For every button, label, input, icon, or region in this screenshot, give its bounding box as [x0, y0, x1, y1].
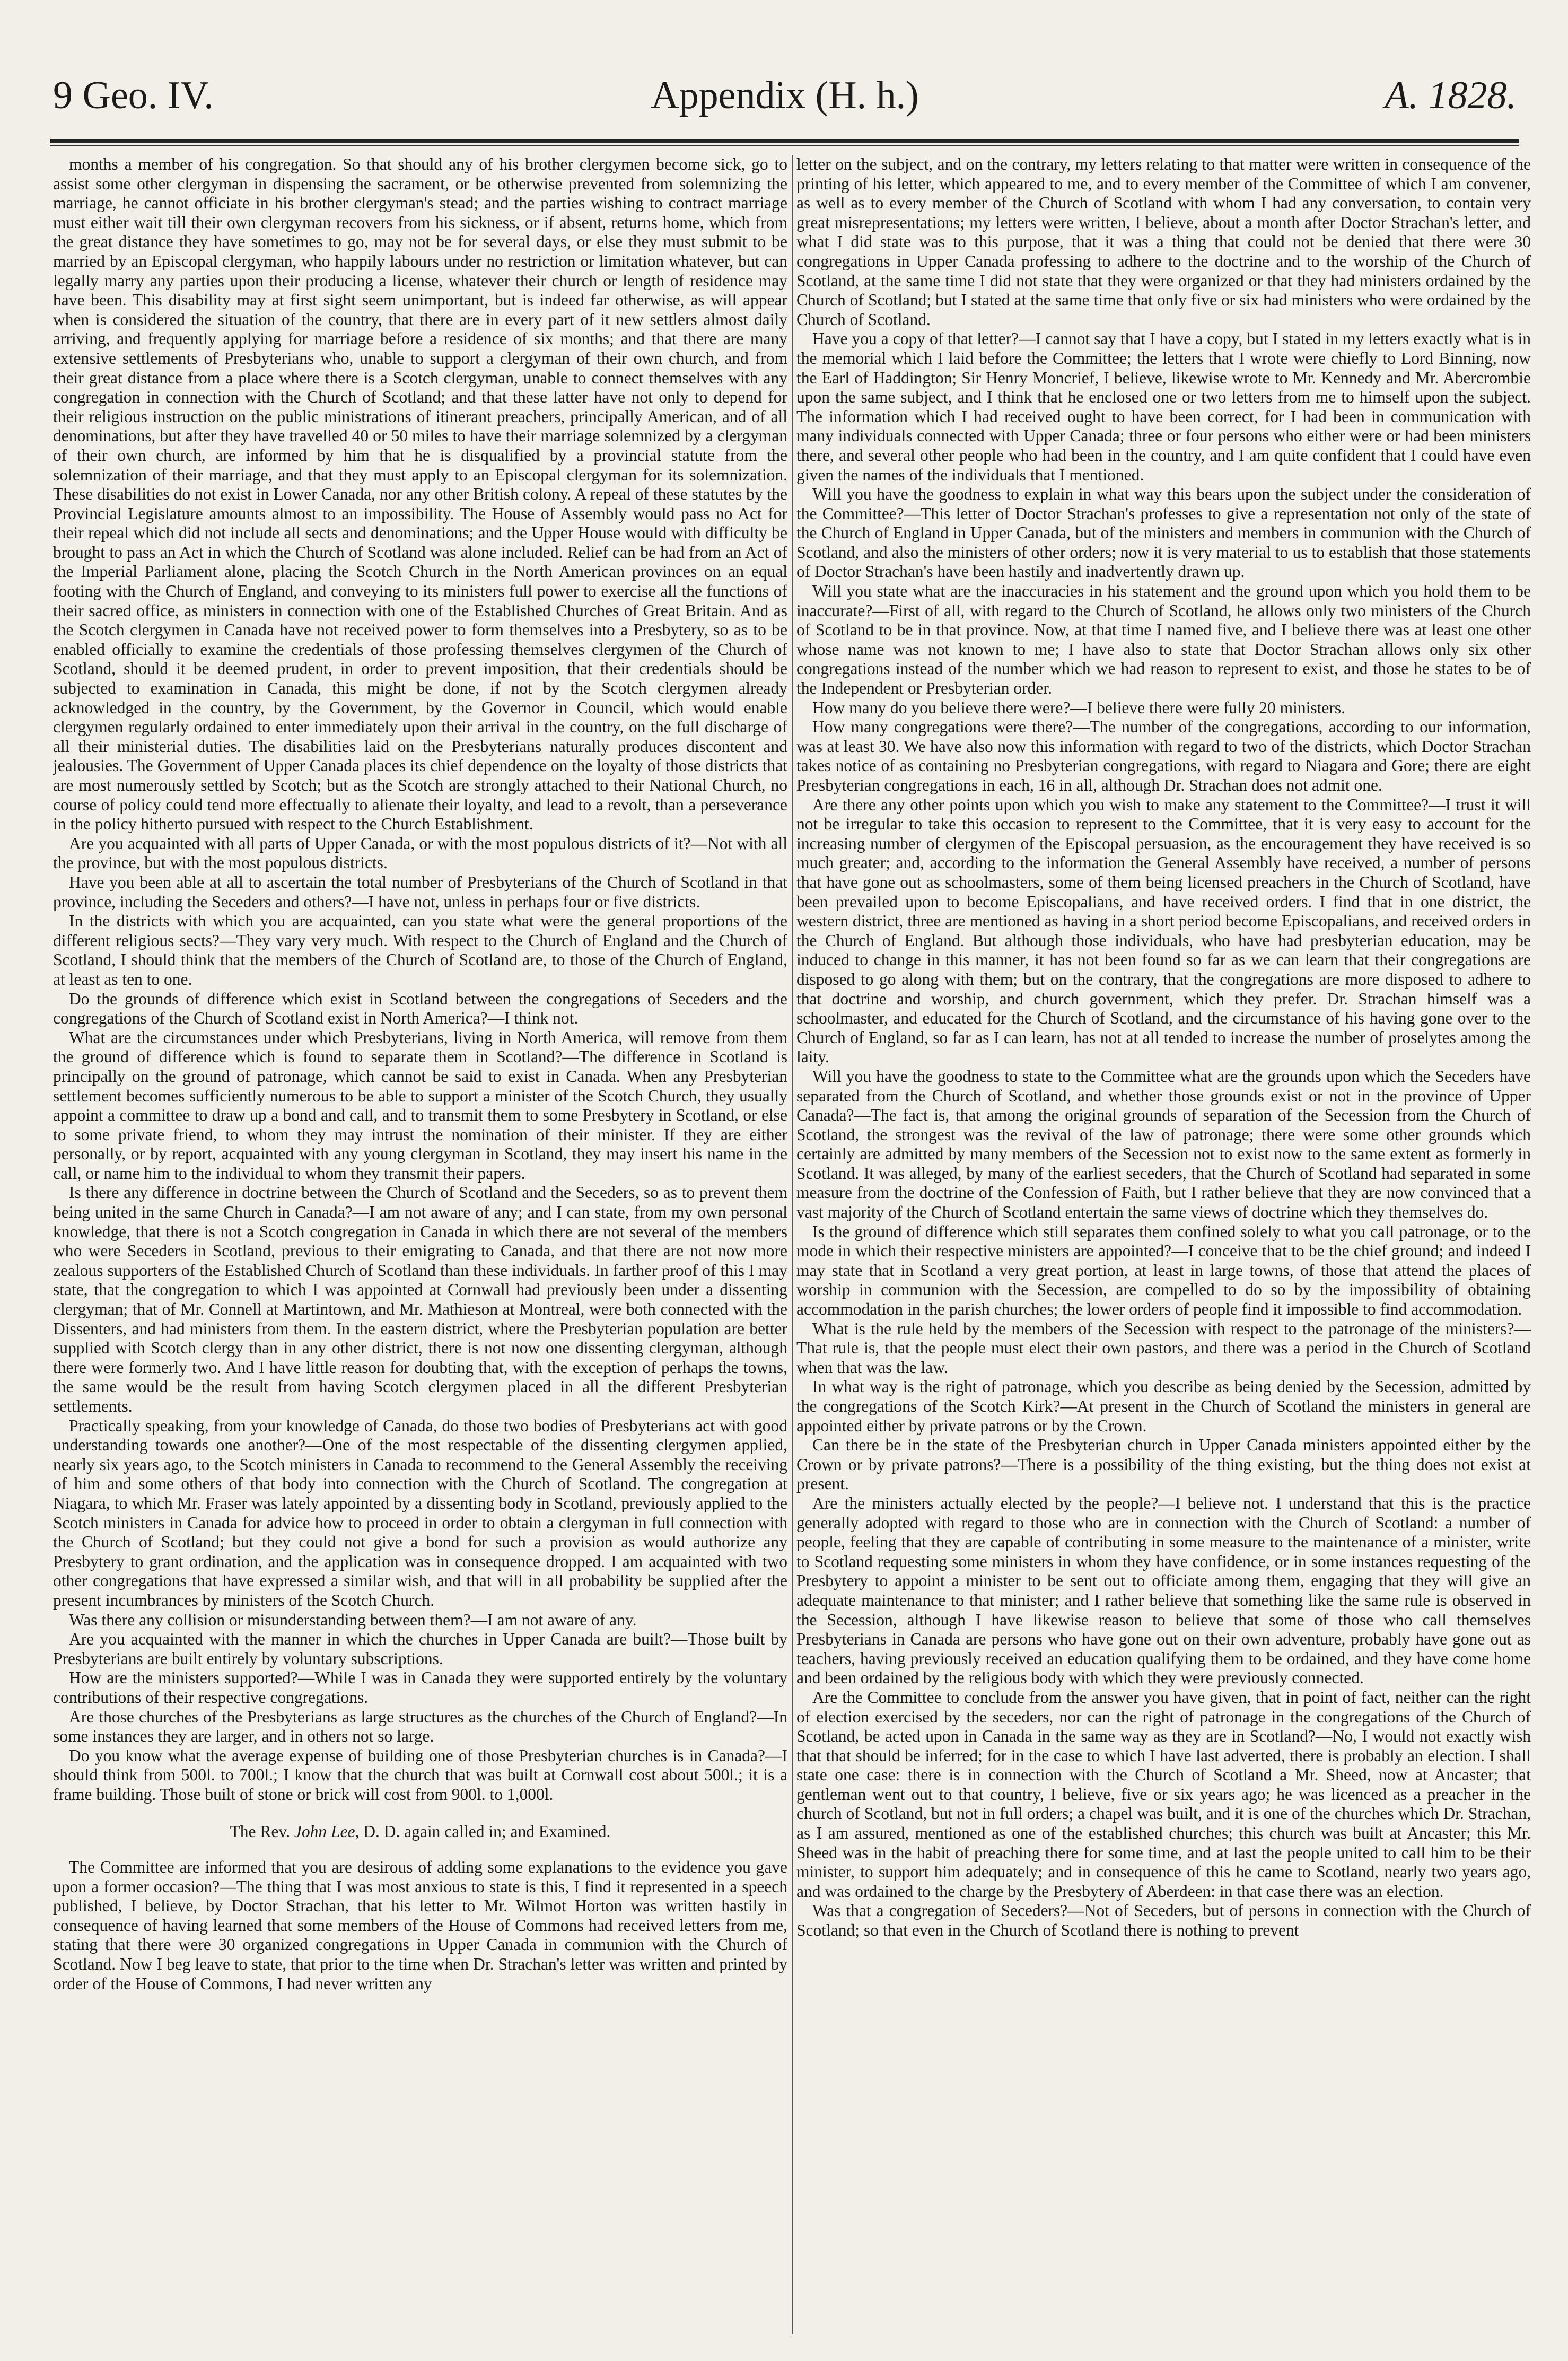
witness-heading — [53, 1822, 787, 1842]
testimony-paragraph: How are the ministers supported?—While I was in Canada they were supported entirely by the voluntary contributions of their respective congregations. — [53, 1668, 787, 1707]
testimony-paragraph: How many do you believe there were?—I believe there were fully 20 ministers. — [812, 698, 1346, 717]
testimony-paragraph: Will you have the goodness to state to the Committee what are the grounds upon which the Seceders have separated from the Church of Scotland, and whether those grounds exist or not in the province of Upper Canada?—The fact is, that among the original grounds of separation of the Secession from the Church of Scotland, the strongest was the revival of the law of patronage; there were some other grounds which certainly are admitted by many members of the Secession not to exist now to the same extent as formerly in Scotland. It was alleged, by many of the earliest seceders, that the Church of Scotland had separated in some measure from the doctrine of the Confession of Faith, but I rather believe that they are now convinced that a vast majority of the Church of Scotland entertain the same views of doctrine which they themselves do. — [796, 1066, 1531, 1222]
testimony-paragraph: Is there any difference in doctrine between the Church of Scotland and the Seceders, so as to prevent them being united in the same Church in Canada?—I am not aware of any; and I can state, from my own personal knowledge, that there is not a Scotch congregation in Canada in which there are not several of the members who were Seceders in Scotland, previous to their emigrating to Canada, and that there are not now more zealous supporters of the Established Church of Scotland than these individuals. In farther proof of this I may state, that the congregation to which I was appointed at Cornwall had previously been under a dissenting clergyman; that of Mr. Connell at Martintown, and Mr. Mathieson at Montreal, were both connected with the Dissenters, and had ministers from them. In the eastern district, where the Presbyterian population are better supplied with Scotch clergy than in any other district, there is not now one dissenting clergyman, although there were formerly two. And I have little reason for doubting that, with the exception of perhaps the towns, the same would be the result from having Scotch clergymen placed in all the different Presbyterian settlements. — [53, 1183, 787, 1415]
testimony-paragraph: What is the rule held by the members of the Secession with respect to the patronage of the ministers?—That rule is, that the people must elect their own pastors, and there was a period in the Church of Scotland when that was the law. — [796, 1319, 1531, 1377]
right-column — [796, 155, 1531, 2334]
testimony-paragraph: Was that a congregation of Seceders?—Not of Seceders, but of persons in connection with the Church of Scotland; so that even in the Church of Scotland there is nothing to prevent — [796, 1901, 1531, 1940]
testimony-paragraph: Have you been able at all to ascertain the total number of Presbyterians of the Church of Scotland in that province, including the Seceders and others?—I have not, unless in perhaps four or five districts. — [53, 872, 787, 911]
header-rule-thick — [50, 139, 1519, 143]
testimony-paragraph: letter on the subject, and on the contrary, my letters relating to that matter were written in consequence of the printing of his letter, which appeared to me, and to every member of the Committee of which I am convener, as well as to every member of the Church of Scotland with whom I had any conversation, to contain very great misrepresentations; my letters were written, I believe, about a month after Doctor Strachan's letter, and what I did state was to this purpose, that it was a thing that could not be denied that there were 30 congregations in Upper Canada professing to adhere to the doctrine and to the worship of the Church of Scotland, at the same time I did not state that they were organized or that they had ministers ordained by the Church of Scotland; but I stated at the same time that only five or six had ministers who were ordained by the Church of Scotland. — [796, 155, 1531, 329]
page-header — [53, 69, 1517, 133]
testimony-paragraph: In the districts with which you are acquainted, can you state what were the general proportions of the different religious sects?—They vary very much. With respect to the Church of England and the Church of Scotland, I should think that the members of the Church of Scotland are, to those of the Church of England, at least as ten to one. — [53, 912, 787, 989]
regnal-year: 9 Geo. IV. — [53, 74, 214, 117]
appendix-title: Appendix (H. h.) — [651, 74, 919, 117]
testimony-paragraph: Have you a copy of that letter?—I cannot say that I have a copy, but I stated in my letters exactly what is in the memorial which I laid before the Committee; the letters that I wrote were chiefly to Lord Binning, now the Earl of Haddington; Sir Henry Moncrief, I believe, likewise wrote to Mr. Kennedy and Mr. Abercrombie upon the same subject, and I think that he enclosed one or two letters from me to himself upon the subject. The information which I had received ought to have been correct, for I had been in communication with many individuals connected with Upper Canada; three or four persons who either were or had been ministers there, and several other people who had been in the country, and I am quite confident that I could have even given the names of the individuals that I mentioned. — [796, 329, 1531, 484]
testimony-paragraph: Is the ground of difference which still separates them confined solely to what you call patronage, or to the mode in which their respective ministers are appointed?—I conceive that to be the chief ground; and indeed I may state that in Scotland a very great portion, at least in large towns, of those that attend the places of worship in communion with the Secession, are compelled to do so by the impossibility of obtaining accommodation in the parish churches; the lower orders of people find it impossible to find accommodation. — [796, 1222, 1531, 1319]
testimony-paragraph: Are you acquainted with all parts of Upper Canada, or with the most populous districts of it?—Not with all the province, but with the most populous districts. — [53, 834, 787, 872]
testimony-paragraph: Can there be in the state of the Presbyterian church in Upper Canada ministers appointed either by the Crown or by private patrons?—There is a possibility of the thing existing, but the thing does not exist at present. — [796, 1436, 1531, 1493]
testimony-paragraph: Do you know what the average expense of building one of those Presbyterian churches is in Canada?—I should think from 500l. to 700l.; I know that the church that was built at Cornwall cost about 500l.; it is a frame building. Those built of stone or brick will cost from 900l. to 1,000l. — [53, 1746, 787, 1804]
testimony-paragraph: Do the grounds of difference which exist in Scotland between the congregations of Seceders and the congregations of the Church of Scotland exist in North America?—I think not. — [53, 989, 787, 1028]
column-divider — [792, 155, 793, 2334]
testimony-paragraph: The Committee are informed that you are desirous of adding some explanations to the evidence you gave upon a former occasion?—The thing that I was most anxious to state is this, I find it represented in a speech published, I believe, by Doctor Strachan, that his letter to Mr. Wilmot Horton was written hastily in consequence of having learned that some members of the House of Commons had received letters from me, stating that there were 30 organized congregations in Upper Canada in communion with the Church of Scotland. Now I beg leave to state, that prior to the time when Dr. Strachan's letter was written and printed by order of the House of Commons, I had never written any — [53, 1858, 787, 1993]
testimony-paragraph: months a member of his congregation. So that should any of his brother clergymen become sick, go to assist some other clergyman in dispensing the sacrament, or be otherwise prevented from solemnizing the marriage, he cannot officiate in his brother clergyman's stead; and the parties wishing to contract marriage must either wait till their own clergyman recovers from his sickness, or if absent, returns home, which from the great distance they have sometimes to go, may not be for several days, or else they must submit to be married by an Episcopal clergyman, who happily labours under no restriction or limitation whatever, but can legally marry any parties upon their producing a license, whatever their church or length of residence may have been. This disability may at first sight seem unimportant, but is indeed far otherwise, as will appear when is considered the situation of the country, that there are in every part of it new settlers almost daily arriving, and frequently applying for marriage before a residence of six months; and that there are many extensive settlements of Presbyterians who, unable to support a clergyman of their own church, and from their great distance from a place where there is a Scotch clergyman, unable to connect themselves with any congregation in connection with the Church of Scotland; and that these latter have not only to depend for their religious instruction on the public ministrations of itinerant preachers, principally American, and of all denominations, but after they have travelled 40 or 50 miles to have their marriage solemnized by a clergyman of their own church, are informed by him that he is disqualified by a provincial statute from the solemnization of their marriage, and that they must apply to an Episcopal clergyman for its solemnization. These disabilities do not exist in Lower Canada, nor any other British colony. A repeal of these statutes by the Provincial Legislature amounts almost to an impossibility. The House of Assembly would pass no Act for their repeal which did not include all sects and denominations; and the Upper House would with difficulty be brought to pass an Act in which the Church of Scotland was alone included. Relief can be had from an Act of the Imperial Parliament alone, placing the Scotch Church in the North American provinces on an equal footing with the Church of England, and conveying to its ministers full power to exercise all the functions of their sacred office, as ministers in connection with one of the Established Churches of Great Britain. And as the Scotch clergymen in Canada have not received power to form themselves into a Presbytery, so as to be enabled officially to examine the credentials of those professing themselves clergymen of the Church of Scotland, should it be deemed prudent, in order to prevent imposition, that their credentials should be subjected to examination in Canada, this might be done, if not by the Scotch clergymen already acknowledged in the country, by the Government, by the Governor in Council, which would enable clergymen regularly ordained to enter immediately upon their arrival in the country, on the full discharge of all their ministerial duties. The disabilities laid on the Presbyterians naturally produces discontent and jealousies. The Government of Upper Canada places its chief dependence on the loyalty of those districts that are most numerously settled by Scotch; but as the Scotch are strongly attached to their National Church, no course of policy could tend more effectually to alienate their loyalty, and lead to a revolt, than a perseverance in the policy hitherto pursued with respect to the Church Establishment. — [53, 155, 787, 834]
witness-name: John Lee, — [294, 1822, 360, 1841]
heading-suffix: D. D. again called in; and Examined. — [363, 1822, 611, 1841]
heading-prefix: The Rev. — [230, 1822, 290, 1841]
testimony-paragraph: Are the ministers actually elected by the people?—I believe not. I understand that this is the practice generally adopted with regard to those who are in connection with the Church of Scotland: a number of people, feeling that they are capable of contributing in some measure to the maintenance of a minister, write to Scotland requesting some ministers in whom they have confidence, or in some instances requesting of the Presbytery to appoint a minister to be sent out to officiate among them, engaging that they will give an adequate maintenance to that minister; and I rather believe that something like the same rule is observed in the Secession, although I have likewise reason to believe that some of those who call themselves Presbyterians in Canada are persons who have gone out on their own adventure, probably have gone out as teachers, having previously received an education qualifying them to be ordained, and they have come home and been ordained by the religious body with which they were previously connected. — [796, 1493, 1531, 1687]
testimony-paragraph: How many congregations were there?—The number of the congregations, according to our information, was at least 30. We have also now this information with regard to two of the districts, which Doctor Strachan takes notice of as containing no Presbyterian congregations, with regard to Niagara and Gore; there are eight Presbyterian congregations in each, 16 in all, although Dr. Strachan does not admit one. — [796, 718, 1531, 794]
testimony-paragraph: Will you state what are the inaccuracies in his statement and the ground upon which you hold them to be inaccurate?—First of all, with regard to the Church of Scotland, he allows only two ministers of the Church of Scotland to be in that province. Now, at that time I named five, and I believe there was at least one other whose name was not known to me; I have also to state that Doctor Strachan allows only six other congregations instead of the number which we had reason to represent to exist, and those he states to be of the Independent or Presbyterian order. — [796, 582, 1531, 698]
testimony-paragraph: Are you acquainted with the manner in which the churches in Upper Canada are built?—Those built by Presbyterians are built entirely by voluntary subscriptions. — [53, 1630, 787, 1668]
page-year: A. 1828. — [1385, 74, 1517, 117]
testimony-paragraph: Practically speaking, from your knowledge of Canada, do those two bodies of Presbyterians act with good understanding towards one another?—One of the most respectable of the dissenting clergymen applied, nearly six years ago, to the Scotch ministers in Canada to recommend to the General Assembly the receiving of him and some others of that body into connection with the Church of Scotland. The congregation at Niagara, to which Mr. Fraser was lately appointed by a dissenting body in Scotland, previously applied to the Scotch ministers in Canada for advice how to proceed in order to obtain a clergyman in full connection with the Church of Scotland; but they could not give a bond for such a provision as would authorize any Presbytery to grant ordination, and the application was in consequence dropped. I am acquainted with two other congregations that have expressed a similar wish, and that will in all probability be supplied after the present incumbrances by ministers of the Scotch Church. — [53, 1416, 787, 1610]
testimony-paragraph: Will you have the goodness to explain in what way this bears upon the subject under the consideration of the Committee?—This letter of Doctor Strachan's professes to give a representation not only of the state of the Church of England in Upper Canada, but of the ministers and members in communion with the Church of Scotland, and also the ministers of other orders; now it is very material to us to establish that those statements of Doctor Strachan's have been hastily and inadvertently drawn up. — [796, 485, 1531, 581]
testimony-paragraph: In what way is the right of patronage, which you describe as being denied by the Secession, admitted by the congregations of the Scotch Kirk?—At present in the Church of Scotland the ministers in general are appointed either by private patrons or by the Crown. — [796, 1377, 1531, 1435]
testimony-paragraph: Are those churches of the Presbyterians as large structures as the churches of the Church of England?—In some instances they are larger, and in others not so large. — [53, 1707, 787, 1746]
left-column — [53, 155, 787, 2334]
testimony-paragraph: Are there any other points upon which you wish to make any statement to the Committee?—I trust it will not be irregular to take this occasion to represent to the Committee, that it is very easy to account for the increasing number of clergymen of the Episcopal persuasion, as the encouragement they have received is so much greater; and, according to the information the General Assembly have received, a number of persons that have gone out as schoolmasters, some of them being licensed preachers in the Church of Scotland, have been prevailed upon to become Episcopalians, and have received orders. I find that in one district, the western district, three are mentioned as having in a short period become Episcopalians, and received orders in the Church of England. But although those individuals, who have had presbyterian education, may be induced to change in this manner, it has not been found so far as we can learn that their congregations are disposed to go along with them; but on the contrary, that the congregations are more disposed to adhere to that doctrine and worship, and church government, which they prefer. Dr. Strachan himself was a schoolmaster, and educated for the Church of Scotland, and the circumstance of his having gone over to the Church of England, so far as I can learn, has not at all tended to increase the number of proselytes among the laity. — [796, 795, 1531, 1066]
testimony-paragraph: Was there any collision or misunderstanding between them?—I am not aware of any. — [69, 1610, 637, 1629]
testimony-paragraph: Are the Committee to conclude from the answer you have given, that in point of fact, neither can the right of election exercised by the seceders, nor can the right of patronage in the congregations of the Church of Scotland, be acted upon in Canada in the same way as they are in Scotland?—No, I would not exactly wish that that should be inferred; for in the case to which I have last adverted, there is probably an election. I shall state one case: there is in connection with the Church of Scotland a Mr. Sheed, now at Ancaster; that gentleman went out to that country, I believe, five or six years ago; he was licenced as a preacher in the church of Scotland, but not in full orders; a chapel was built, and it is one of the churches which Dr. Strachan, as I am assured, mentioned as one of the established churches; this church was built at Ancaster; this Mr. Sheed was in the habit of preaching there for some time, and at last the people united to call him to be their minister, to support him adequately; and in consequence of this he came to Scotland, nearly two years ago, and was ordained to the charge by the Presbytery of Aberdeen: in that case there was an election. — [796, 1687, 1531, 1901]
header-rule-thin — [50, 145, 1519, 146]
testimony-paragraph: What are the circumstances under which Presbyterians, living in North America, will remove from them the ground of difference which is found to separate them in Scotland?—The difference in Scotland is principally on the ground of patronage, which cannot be said to exist in Canada. When any Presbyterian settlement becomes sufficiently numerous to be able to support a minister of the Scotch Church, they usually appoint a committee to draw up a bond and call, and to transmit them to some Presbytery in Scotland, or else to some private friend, to whom they may intrust the nomination of their minister. If they are either personally, or by report, acquainted with any young clergyman in Scotland, they may insert his name in the call, or name him to the individual to whom they transmit their papers. — [53, 1028, 787, 1183]
